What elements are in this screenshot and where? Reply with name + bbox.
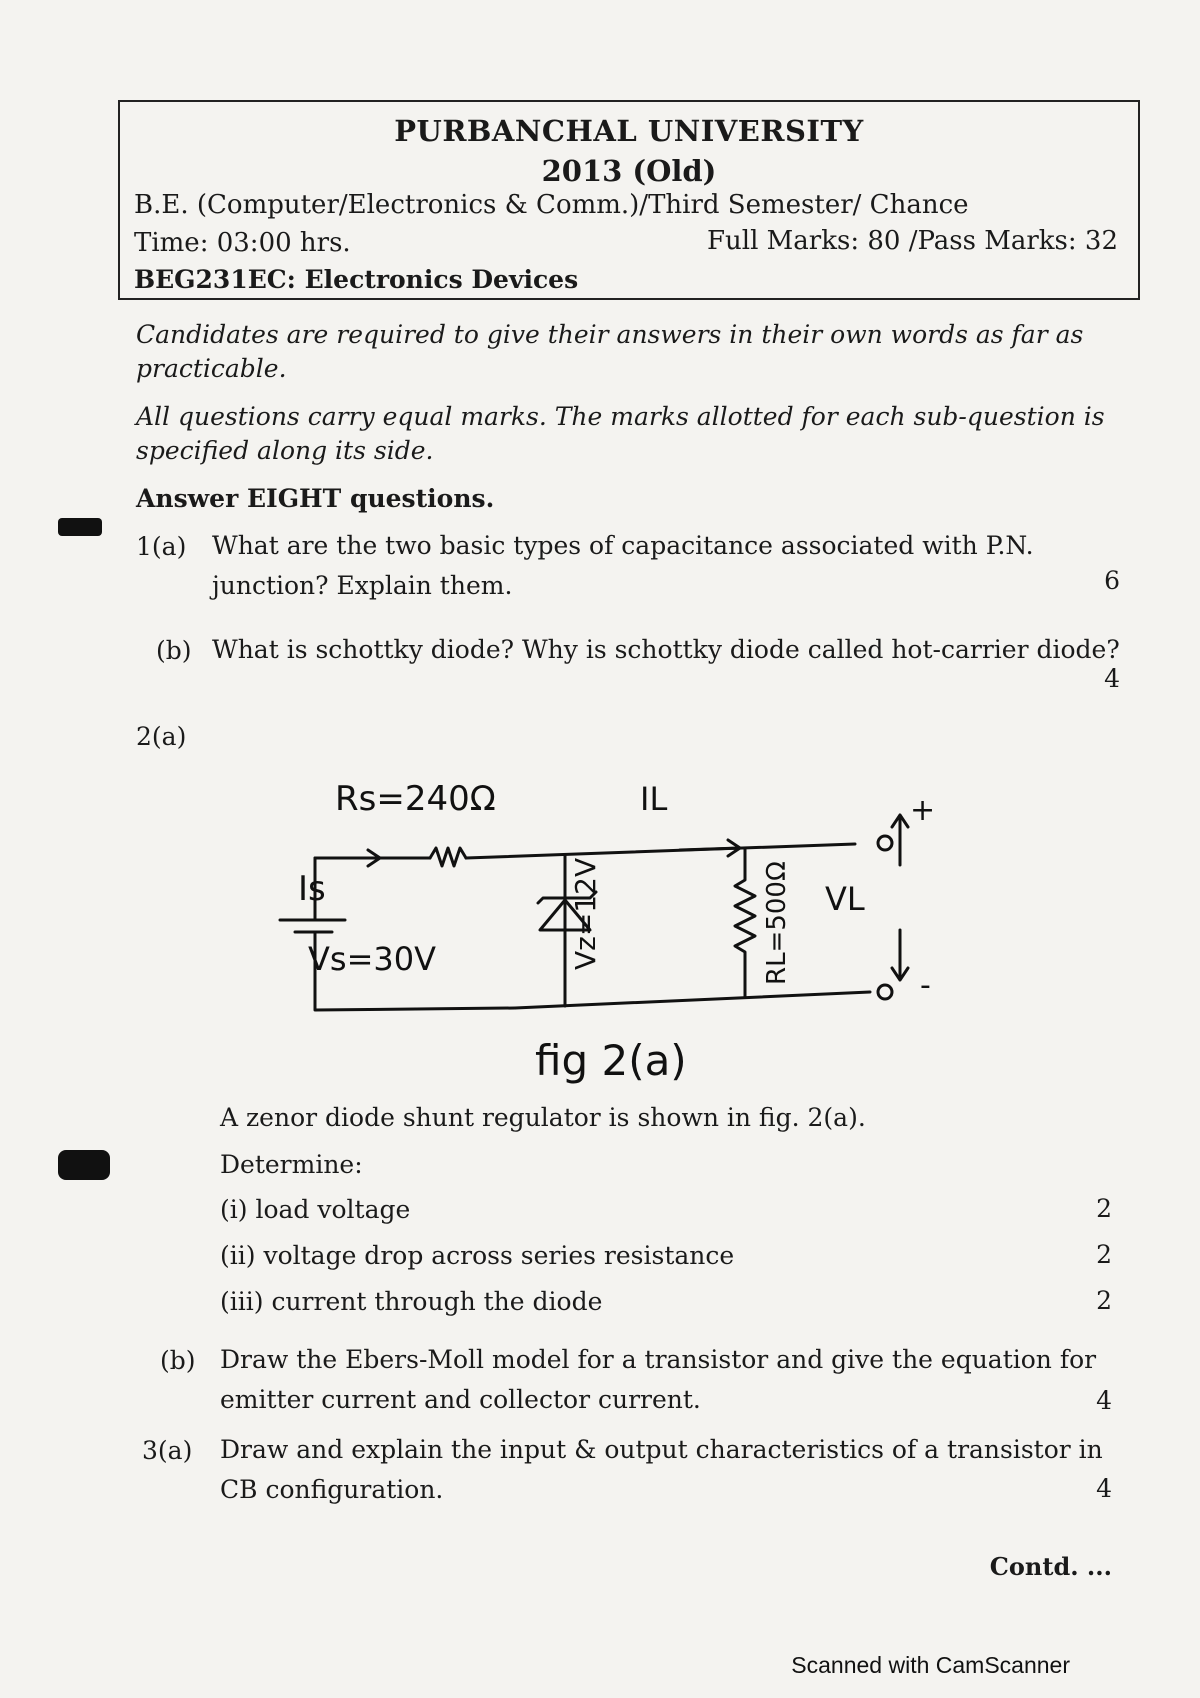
question-2a-determine: Determine: (220, 1150, 363, 1179)
question-2a-intro: A zenor diode shunt regulator is shown in fig. 2(a). (220, 1103, 866, 1132)
bottom-wire (515, 992, 870, 1008)
question-1a-marks: 6 (1104, 566, 1120, 595)
label-plus: + (910, 793, 936, 828)
question-2a-part-iii: (iii) current through the diode (220, 1287, 603, 1316)
question-2a-part-i-marks: 2 (1096, 1194, 1112, 1223)
output-terminal-positive (878, 836, 892, 850)
load-resistor (735, 848, 755, 996)
question-3a-text: Draw and explain the input & output characteristics of a transistor in CB configuration. (220, 1435, 1103, 1504)
exam-year: 2013 (Old) (541, 154, 717, 188)
course-title: BEG231EC: Electronics Devices (134, 265, 579, 294)
zener-regulator-figure (260, 770, 980, 1100)
current-il-arrow (680, 840, 740, 856)
question-1b-number: (b) (156, 636, 192, 665)
question-2a-number: 2(a) (136, 722, 187, 751)
instruction-own-words: Candidates are required to give their answers in their own words as far as practicable. (136, 320, 1084, 383)
question-1a-text: What are the two basic types of capacitance associated with P.N. junction? Explain them. (212, 531, 1034, 600)
question-2b-text: Draw the Ebers-Moll model for a transistor and give the equation for emitter current and collector current. (220, 1345, 1097, 1414)
output-terminal-negative (878, 985, 892, 999)
exam-header (118, 100, 1140, 300)
question-3a-number: 3(a) (142, 1436, 193, 1465)
margin-mark-bottom (58, 1150, 110, 1180)
vl-down-arrow (892, 930, 908, 980)
scanner-watermark: Scanned with CamScanner (791, 1652, 1070, 1678)
label-vz: Vz=12V (569, 857, 602, 970)
question-2b-marks: 4 (1096, 1386, 1112, 1415)
current-is-arrow (320, 850, 380, 866)
question-2a-part-ii-marks: 2 (1096, 1240, 1112, 1269)
university-name: PURBANCHAL UNIVERSITY (394, 114, 864, 148)
continued-note: Contd. ... (989, 1552, 1112, 1581)
instruction-equal-marks: All questions carry equal marks. The marks allotted for each sub-question is specified along its side. (136, 402, 1105, 465)
exam-time: Time: 03:00 hrs. (134, 228, 351, 258)
question-1a-number: 1(a) (136, 532, 187, 561)
label-rl: RL=500Ω (762, 861, 792, 985)
question-1b-text: What is schottky diode? Why is schottky diode called hot-carrier diode? (212, 635, 1120, 664)
label-vs: Vs=30V (308, 940, 436, 978)
top-wire-right (466, 844, 855, 858)
question-3a-marks: 4 (1096, 1474, 1112, 1503)
label-rs: Rs=240Ω (335, 779, 496, 819)
program-line: B.E. (Computer/Electronics & Comm.)/Third Semester/ Chance (134, 190, 969, 220)
figure-caption: fig 2(a) (535, 1036, 687, 1085)
series-resistor (430, 848, 466, 866)
vl-up-arrow (892, 815, 908, 865)
label-minus: - (920, 968, 931, 1003)
label-is: Is (298, 869, 326, 909)
question-2b-number: (b) (160, 1346, 196, 1375)
instruction-answer-count: Answer EIGHT questions. (136, 484, 495, 513)
question-2a-part-iii-marks: 2 (1096, 1286, 1112, 1315)
question-2a-part-ii: (ii) voltage drop across series resistance (220, 1241, 735, 1270)
margin-mark-top (58, 518, 102, 536)
exam-marks: Full Marks: 80 /Pass Marks: 32 (707, 226, 1118, 256)
label-il: IL (640, 780, 668, 818)
question-1b-marks: 4 (1104, 664, 1120, 693)
question-2a-part-i: (i) load voltage (220, 1195, 411, 1224)
label-vl: VL (825, 880, 865, 918)
